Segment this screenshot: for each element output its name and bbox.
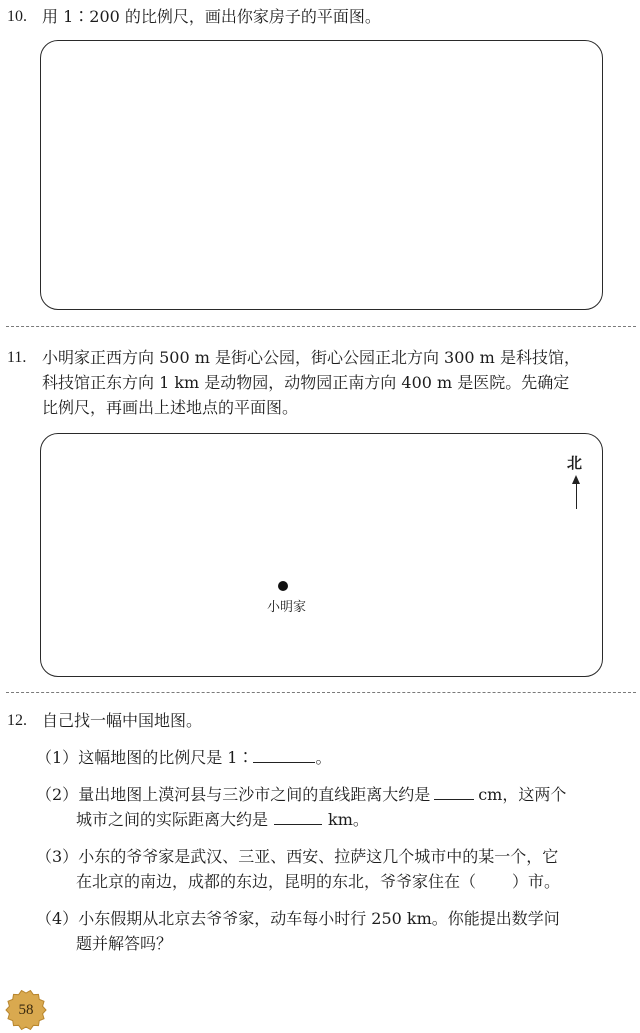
question-10-text: 用 1∶200 的比例尺，画出你家房子的平面图。 — [42, 7, 381, 26]
sub-question-3-line-2 — [76, 870, 560, 894]
sub-question-1-label: （1） — [36, 748, 79, 767]
home-label: 小明家 — [267, 600, 307, 615]
answer-blank-map-distance[interactable] — [434, 783, 474, 800]
answer-blank-scale[interactable] — [253, 746, 315, 763]
sub-question-4-line-1 — [36, 907, 560, 931]
sub-question-3-text-2: 在北京的南边，成都的东边，昆明的东北，爷爷家住在（ — [76, 872, 477, 891]
question-12-text: 自己找一幅中国地图。 — [42, 711, 203, 730]
answer-box-10[interactable] — [40, 40, 603, 310]
answer-box-11[interactable] — [40, 433, 603, 677]
sub-question-4-label: （4） — [36, 909, 79, 928]
sub-question-2-line-1 — [36, 783, 566, 807]
question-11-number: 11. — [7, 349, 27, 366]
north-label: 北 — [567, 454, 583, 472]
sub-question-4-text-2: 题并解答吗？ — [76, 934, 173, 953]
sub-question-1-text: 这幅地图的比例尺是 1∶ — [78, 748, 254, 767]
sub-question-3-text: 小东的爷爷家是武汉、三亚、西安、拉萨这几个城市中的某一个，它 — [78, 847, 559, 866]
sub-question-4-text: 小东假期从北京去爷爷家，动车每小时行 250 km。你能提出数学问 — [78, 909, 560, 928]
sub-question-3-end: ）市。 — [512, 872, 561, 891]
dashed-separator — [6, 692, 636, 693]
home-dot — [278, 581, 288, 591]
sub-question-3-label: （3） — [36, 847, 79, 866]
answer-blank-actual-distance[interactable] — [274, 808, 322, 825]
question-11-line-3: 比例尺，再画出上述地点的平面图。 — [42, 398, 299, 417]
dashed-separator — [6, 326, 636, 327]
answer-blank-city[interactable] — [476, 871, 512, 887]
sub-question-2-unit-km: km。 — [328, 810, 369, 829]
north-arrow-shaft — [576, 482, 577, 509]
sub-question-2-line-2 — [76, 808, 369, 832]
sub-question-2-text: 量出地图上漠河县与三沙市之间的直线距离大约是 — [78, 785, 431, 804]
question-11-line-2: 科技馆正东方向 1 km 是动物园，动物园正南方向 400 m 是医院。先确定 — [42, 373, 570, 392]
question-11-line-1: 小明家正西方向 500 m 是街心公园，街心公园正北方向 300 m 是科技馆， — [42, 348, 580, 367]
sub-question-1 — [36, 746, 331, 770]
question-10-number: 10. — [7, 8, 27, 25]
sub-question-1-end: 。 — [315, 748, 332, 767]
sub-question-2-text-b: 城市之间的实际距离大约是 — [76, 810, 269, 829]
sub-question-2-unit-cm: cm，这两个 — [478, 785, 567, 804]
page-number: 58 — [18, 1002, 34, 1018]
sub-question-2-label: （2） — [36, 785, 79, 804]
sub-question-4-line-2 — [76, 932, 172, 956]
sub-question-3-line-1 — [36, 845, 558, 869]
question-12-number: 12. — [7, 712, 27, 729]
